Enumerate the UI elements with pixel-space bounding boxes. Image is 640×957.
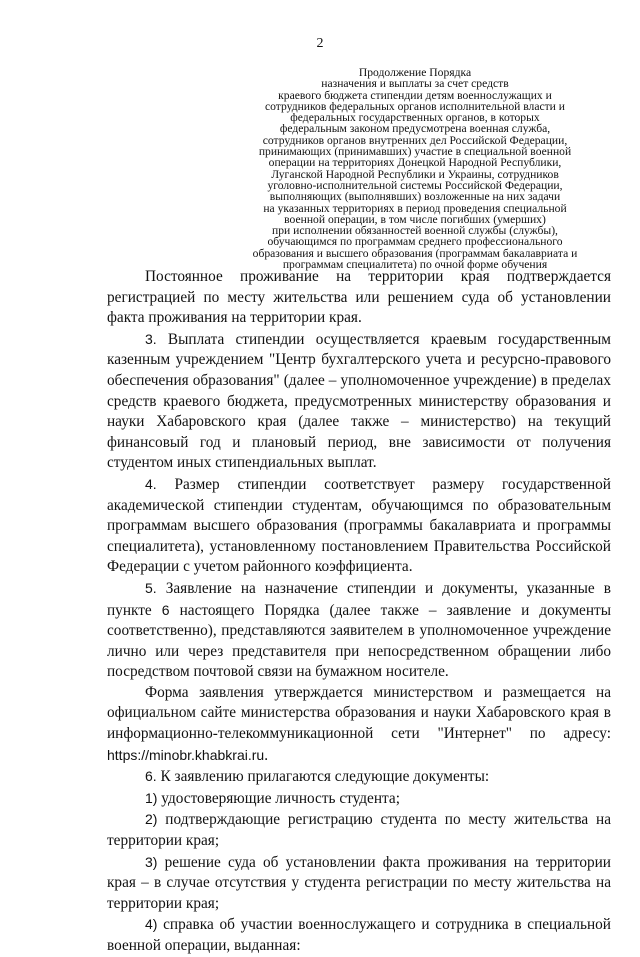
- header-line: сотрудников органов внутренних дел Российской Федерации,: [262, 133, 568, 147]
- paragraph-residence: Постоянное проживание на территории края подтверждается регистрацией по месту жительства или решением суда об установлении факта проживания на территории края.: [107, 268, 611, 327]
- paragraph-application-form: Форма заявления утверждается министерством и размещается на официальном сайте министерства образования и науки Хабаровского края в информационно-телекоммуникационной сети "Интернет" по адресу: https://minobr.khabkrai.ru.: [107, 683, 611, 764]
- header-line: Продолжение Порядка: [358, 66, 472, 79]
- header-line: на указанных территориях в период проведения специальной: [263, 201, 567, 215]
- clause-number: 5.: [145, 579, 157, 596]
- page-number: 2: [316, 36, 324, 51]
- header-line: краевого бюджета стипендии детям военнослужащих и: [278, 88, 552, 102]
- item-number: 3): [145, 853, 158, 870]
- clause-reference: 6: [161, 601, 170, 618]
- header-line: Луганской Народной Республики и Украины, сотрудников: [271, 167, 559, 181]
- paragraph-6: 6. К заявлению прилагаются следующие документы:: [145, 768, 490, 786]
- header-line: федеральным законом предусмотрена военная служба,: [279, 122, 551, 136]
- clause-number: 4.: [145, 475, 157, 492]
- header-line: обучающимся по программам среднего профессионального: [267, 235, 563, 249]
- header-line: федеральных государственных органов, в которых: [290, 111, 540, 125]
- header-line: операции на территориях Донецкой Народной Республики,: [268, 156, 562, 170]
- item-number: 1): [145, 789, 158, 806]
- paragraph-3: 3. Выплата стипендии осуществляется краевым государственным казенным учреждением "Центр бухгалтерского учета и ресурсно-правового обеспечения образования" (далее – уполномоченное учреждение) в пределах средств краевого бюджета, предусмотренных министерству образования и науки Хабаровского края (далее также – министерство) на текущий финансовый год и плановый период, вне зависимости от получения студентом иных стипендиальных выплат.: [107, 330, 611, 472]
- item-number: 2): [145, 811, 158, 828]
- list-item: 1) удостоверяющие личность студента;: [145, 789, 400, 807]
- header-line: программам специалитета) по очной форме обучения: [282, 258, 548, 272]
- header-line: назначения и выплаты за счет средств: [321, 77, 509, 91]
- list-item: 2) подтверждающие регистрацию студента по месту жительства на территории края;: [107, 811, 611, 850]
- header-line: уголовно-исполнительной системы Российской Федерации,: [267, 178, 563, 192]
- list-item: 4) справка об участии военнослужащего и сотрудника в специальной военной операции, выданная:: [107, 916, 611, 954]
- list-item: 3) решение суда об установлении факта проживания на территории края – в случае отсутствия у студента регистрации по месту жительства на территории края;: [107, 853, 611, 912]
- header-line: сотрудников федеральных органов исполнительной власти и: [264, 99, 565, 113]
- header-line: при исполнении обязанностей военной службы (службы),: [272, 224, 558, 238]
- header-line: образования и высшего образования (программам бакалавриата и: [252, 246, 578, 260]
- website-link[interactable]: https://minobr.khabkrai.ru: [107, 746, 265, 763]
- item-number: 4): [145, 916, 158, 933]
- header-line: военной операции, в том числе погибших (умерших): [284, 212, 546, 226]
- header-line: выполняющих (выполнявших) возложенные на них задачи: [269, 190, 561, 204]
- paragraph-4: 4. Размер стипендии соответствует размеру государственной академической стипендии студентам, обучающимся по образовательным программам высшего образования (программы бакалавриата и программы специалитета), установленному постановлением Правительства Российской Федерации с учетом районного коэффициента.: [107, 475, 611, 576]
- appendix-header: [240, 67, 590, 270]
- clause-number: 3.: [145, 330, 157, 347]
- paragraph-5: 5. Заявление на назначение стипендии и документы, указанные в пункте 6 настоящего Порядка (далее также – заявление и документы соответственно), представляются заявителем в уполномоченное учреждение лично или через представителя при непосредственном обращении либо посредством почтовой связи на бумажном носителе.: [107, 579, 611, 681]
- clause-number: 6.: [145, 768, 157, 785]
- document-body: [107, 267, 611, 957]
- header-line: принимающих (принимавших) участие в специальной военной: [258, 145, 572, 159]
